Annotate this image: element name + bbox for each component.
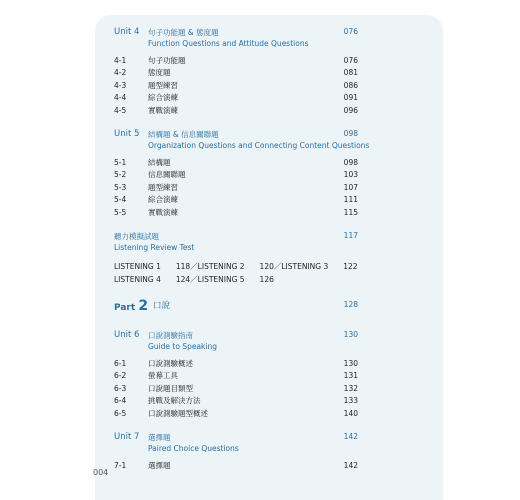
item-name: 實戰演練 — [148, 105, 178, 115]
toc-item[interactable] — [114, 460, 358, 472]
table-of-contents — [114, 27, 370, 472]
toc-item[interactable] — [114, 55, 358, 67]
mock-test-title — [114, 231, 194, 253]
part-label — [114, 298, 148, 316]
item-name: 綜合演練 — [148, 93, 178, 103]
item-page: 131 — [343, 371, 358, 381]
mock-test-heading[interactable] — [114, 231, 358, 261]
item-name: 題型練習 — [148, 182, 178, 192]
item-number: 6-2 — [114, 371, 127, 381]
item-page: 091 — [343, 93, 358, 103]
unit-page: 142 — [343, 432, 358, 442]
item-number: 6-1 — [114, 359, 127, 369]
item-number: 5-5 — [114, 207, 127, 217]
item-name: 綜合演練 — [148, 195, 178, 205]
unit-title-zh: 口說測驗指南 — [148, 331, 193, 341]
unit-page: 130 — [343, 330, 358, 340]
listening-list-line-2[interactable]: LISTENING 4 124／LISTENING 5 126 — [114, 274, 274, 284]
page-number: 004 — [93, 468, 109, 477]
item-name: 句子功能題 — [148, 56, 186, 65]
item-number: 6-4 — [114, 396, 127, 406]
unit-title-en: Organization Questions and Connecting Content Questions — [148, 140, 370, 150]
unit-title-en: Paired Choice Questions — [148, 444, 239, 454]
toc-item[interactable] — [114, 370, 358, 382]
unit-page: 076 — [343, 27, 358, 36]
part-name: 口說 — [153, 301, 171, 312]
mock-title-zh: 聽力模擬試題 — [114, 231, 159, 241]
unit-6-heading[interactable] — [114, 330, 358, 358]
spacer — [114, 219, 358, 231]
part-label-number: 2 — [138, 298, 149, 315]
item-name: 口說測驗題型概述 — [148, 408, 208, 418]
toc-item[interactable] — [114, 105, 358, 117]
toc-item[interactable] — [114, 207, 358, 219]
item-page: 076 — [343, 56, 358, 65]
unit-title — [148, 129, 369, 151]
unit-title-zh: 結構題 & 信息關聯題 — [148, 129, 219, 139]
item-number: 6-5 — [114, 408, 127, 418]
unit-4-heading[interactable] — [114, 27, 358, 55]
unit-5-heading[interactable] — [114, 128, 370, 157]
toc-item[interactable] — [114, 194, 358, 206]
item-page: 142 — [343, 461, 358, 471]
item-page: 115 — [343, 207, 358, 217]
unit-title-zh: 選擇題 — [148, 433, 171, 443]
toc-item[interactable] — [114, 182, 358, 194]
unit-label: Unit 5 — [114, 128, 140, 139]
listening-list-line-1[interactable]: LISTENING 1 118／LISTENING 2 120／LISTENING 3 122 — [114, 261, 358, 271]
unit-title-zh: 句子功能題 & 態度題 — [148, 28, 219, 37]
item-number: 6-3 — [114, 383, 127, 393]
mock-title-en: Listening Review Test — [114, 242, 195, 252]
unit-title — [148, 330, 217, 352]
item-number: 5-3 — [114, 182, 127, 192]
item-name: 信息關聯題 — [148, 170, 186, 180]
item-page: 107 — [343, 182, 358, 192]
item-number: 4-4 — [114, 93, 127, 103]
spacer — [114, 420, 358, 432]
item-number: 4-5 — [114, 105, 127, 115]
item-name: 態度題 — [148, 68, 171, 78]
unit-title — [148, 27, 309, 49]
item-page: 086 — [343, 80, 358, 90]
unit-title — [148, 432, 239, 454]
item-page: 103 — [343, 170, 358, 180]
item-number: 4-3 — [114, 80, 127, 90]
item-page: 111 — [343, 195, 358, 205]
unit-label: Unit 6 — [114, 330, 140, 341]
item-name: 題型練習 — [148, 80, 178, 90]
toc-item[interactable] — [114, 67, 358, 79]
item-number: 5-4 — [114, 195, 127, 205]
toc-item[interactable] — [114, 169, 358, 181]
item-page: 140 — [343, 408, 358, 418]
item-number: 5-2 — [114, 170, 127, 180]
toc-item[interactable] — [114, 157, 358, 169]
item-page: 130 — [343, 359, 358, 369]
item-number: 5-1 — [114, 157, 127, 167]
toc-item[interactable] — [114, 395, 358, 407]
part-2-heading[interactable] — [114, 298, 358, 328]
item-page: 098 — [343, 157, 358, 167]
item-name: 口說測驗概述 — [148, 359, 193, 369]
unit-title-en: Guide to Speaking — [148, 342, 217, 352]
toc-item[interactable] — [114, 80, 358, 92]
spacer — [114, 286, 358, 298]
item-number: 7-1 — [114, 461, 127, 471]
toc-item[interactable] — [114, 383, 358, 395]
unit-label: Unit 4 — [114, 27, 140, 37]
unit-label: Unit 7 — [114, 432, 140, 443]
item-number: 4-2 — [114, 68, 127, 78]
toc-item[interactable] — [114, 92, 358, 104]
item-name: 結構題 — [148, 157, 171, 167]
mock-test-page: 117 — [343, 230, 358, 240]
item-name: 選擇題 — [148, 461, 171, 471]
toc-item[interactable] — [114, 408, 358, 420]
unit-page: 098 — [343, 128, 358, 138]
part-page: 128 — [343, 300, 358, 310]
unit-7-heading[interactable] — [114, 432, 358, 460]
item-name: 螢幕工具 — [148, 371, 178, 381]
spacer — [114, 117, 358, 129]
item-name: 口說題目類型 — [148, 383, 193, 393]
item-page: 081 — [343, 68, 358, 78]
item-number: 4-1 — [114, 56, 127, 65]
item-page: 132 — [343, 383, 358, 393]
item-page: 096 — [343, 105, 358, 115]
part-label-prefix: Part — [114, 303, 139, 314]
unit-title-en: Function Questions and Attitude Questions — [148, 39, 309, 48]
item-name: 實戰演練 — [148, 207, 178, 217]
item-name: 挑戰及解決方法 — [148, 396, 201, 406]
toc-item[interactable] — [114, 358, 358, 370]
item-page: 133 — [343, 396, 358, 406]
